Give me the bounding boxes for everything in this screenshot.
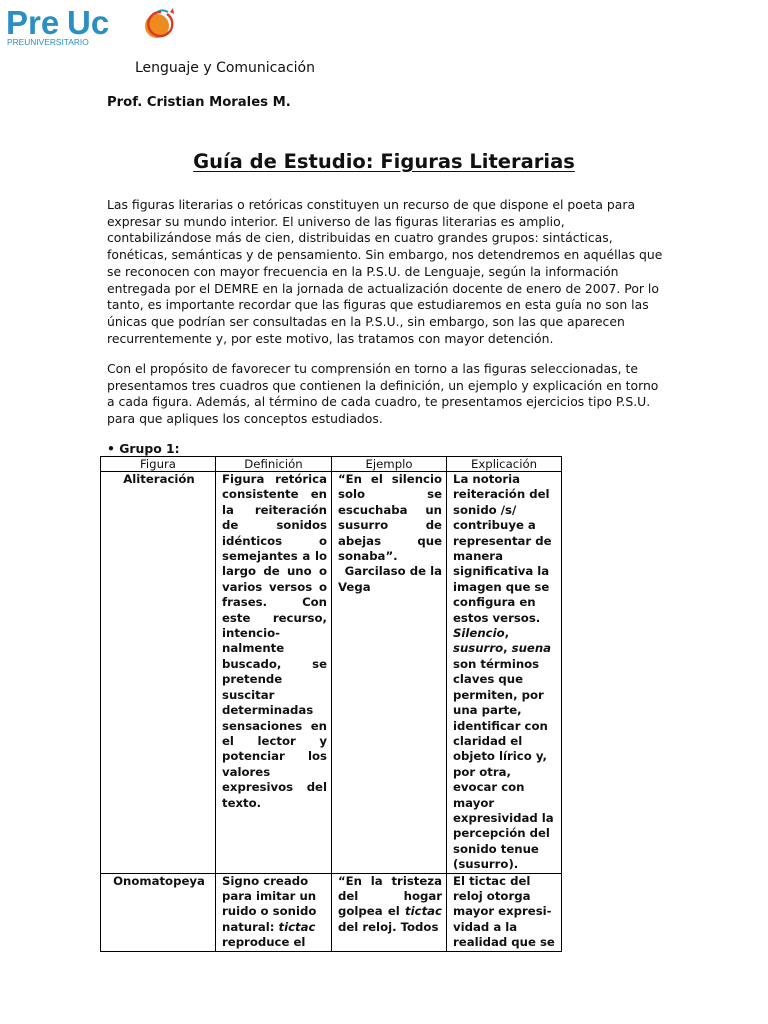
table-row [101, 873, 562, 951]
table-header-row [101, 457, 562, 472]
example-author: Garcilaso de la Vega [338, 564, 442, 594]
preuc-logo [6, 4, 186, 48]
svg-text:PREUNIVERSITARIO: PREUNIVERSITARIO [7, 37, 89, 47]
preuc-logo-graphic [6, 4, 186, 48]
example-text: “En la tristeza del hogar golpea el [338, 873, 442, 919]
page-title: Guía de Estudio: Figuras Literarias [193, 150, 575, 173]
definition-text: reproduce el [222, 935, 306, 950]
header-definicion: Definición [216, 457, 332, 472]
figure-name: Onomatopeya [101, 873, 216, 951]
figure-example [332, 873, 447, 951]
table-row [101, 472, 562, 874]
subject-heading: Lenguaje y Comunicación [135, 60, 315, 76]
header-ejemplo: Ejemplo [332, 457, 447, 472]
figure-explanation [447, 873, 562, 951]
explanation-text: son términos claves que permiten, por una parte, identificar con claridad el objeto lírico y, por otra, evocar con mayor expresividad la percepción del sonido tenue (susurro). [453, 656, 554, 872]
example-text: “En el silencio solo se escuchaba un susurro de abejas que sonaba”. [338, 472, 442, 564]
explanation-text: El [453, 873, 465, 888]
explanation-keyword: Silencio [453, 626, 505, 641]
explanation-text: La notoria reiteración del sonido /s/ contribuye a representar de manera significativa la imagen que se configura en estos versos. [453, 472, 552, 625]
definition-text: Signo creado para imitar un ruido o sonido natural: [222, 873, 317, 934]
figure-example [332, 472, 447, 874]
header-figura: Figura [101, 457, 216, 472]
example-text: del reloj. Todos [338, 919, 439, 934]
teacher-name: Prof. Cristian Morales M. [107, 95, 291, 110]
definition-keyword: tictac [278, 919, 316, 934]
figure-definition [216, 873, 332, 951]
svg-text:Uc: Uc [67, 4, 110, 41]
figure-explanation [447, 472, 562, 874]
explanation-keyword: susurro [453, 641, 504, 656]
explanation-text: del reloj otorga mayor expresi-vidad a la realidad que se [453, 873, 555, 950]
svg-text:Pre: Pre [6, 4, 60, 41]
figure-name: Aliteración [101, 472, 216, 874]
intro-paragraph: Las figuras literarias o retóricas constituyen un recurso de que dispone el poeta para expresar su mundo interior. El universo de las figuras literarias es amplio, contabilizándose más de cien, distribuidas en cuatro grandes grupos: sintácticas, fonéticas, semánticas y de pensamiento. Sin embargo, nos detendremos en aquéllas que se reconocen con mayor frecuencia en la P.S.U. de Lenguaje, según la información entregada por el DEMRE en la jornada de actualización docente de enero de 2007. Por lo tanto, es importante recordar que las figuras que estudiaremos en esta guía no son las únicas que podrían ser consultadas en la P.S.U., sin embargo, son las que aparecen recurrentemente y, por este motivo, las tratamos con mayor detención. [107, 197, 663, 346]
explanation-keyword: tictac [469, 873, 507, 888]
purpose-paragraph: Con el propósito de favorecer tu comprensión en torno a las figuras seleccionadas, te presentamos tres cuadros que contienen la definición, un ejemplo y explicación en torno a cada figura. Además, al término de cada cuadro, te presentamos ejercicios tipo P.S.U. para que apliques los conceptos estudiados. [107, 361, 659, 427]
explanation-separator: , [504, 626, 510, 641]
explanation-keyword: suena [511, 641, 552, 656]
header-explicacion: Explicación [447, 457, 562, 472]
figures-table [100, 456, 562, 952]
figure-definition: Figura retórica consistente en la reiteración de sonidos idénticos o semejantes a lo largo de uno o varios versos o frases. Con este recurso, intencio-nalmente buscado, se pretende suscitar determinadas sensaciones en el lector y potenciar los valores expresivos del texto. [216, 472, 332, 874]
example-keyword: tictac [405, 904, 442, 919]
explanation-separator: , [503, 641, 508, 656]
group-label: • Grupo 1: [107, 441, 180, 456]
